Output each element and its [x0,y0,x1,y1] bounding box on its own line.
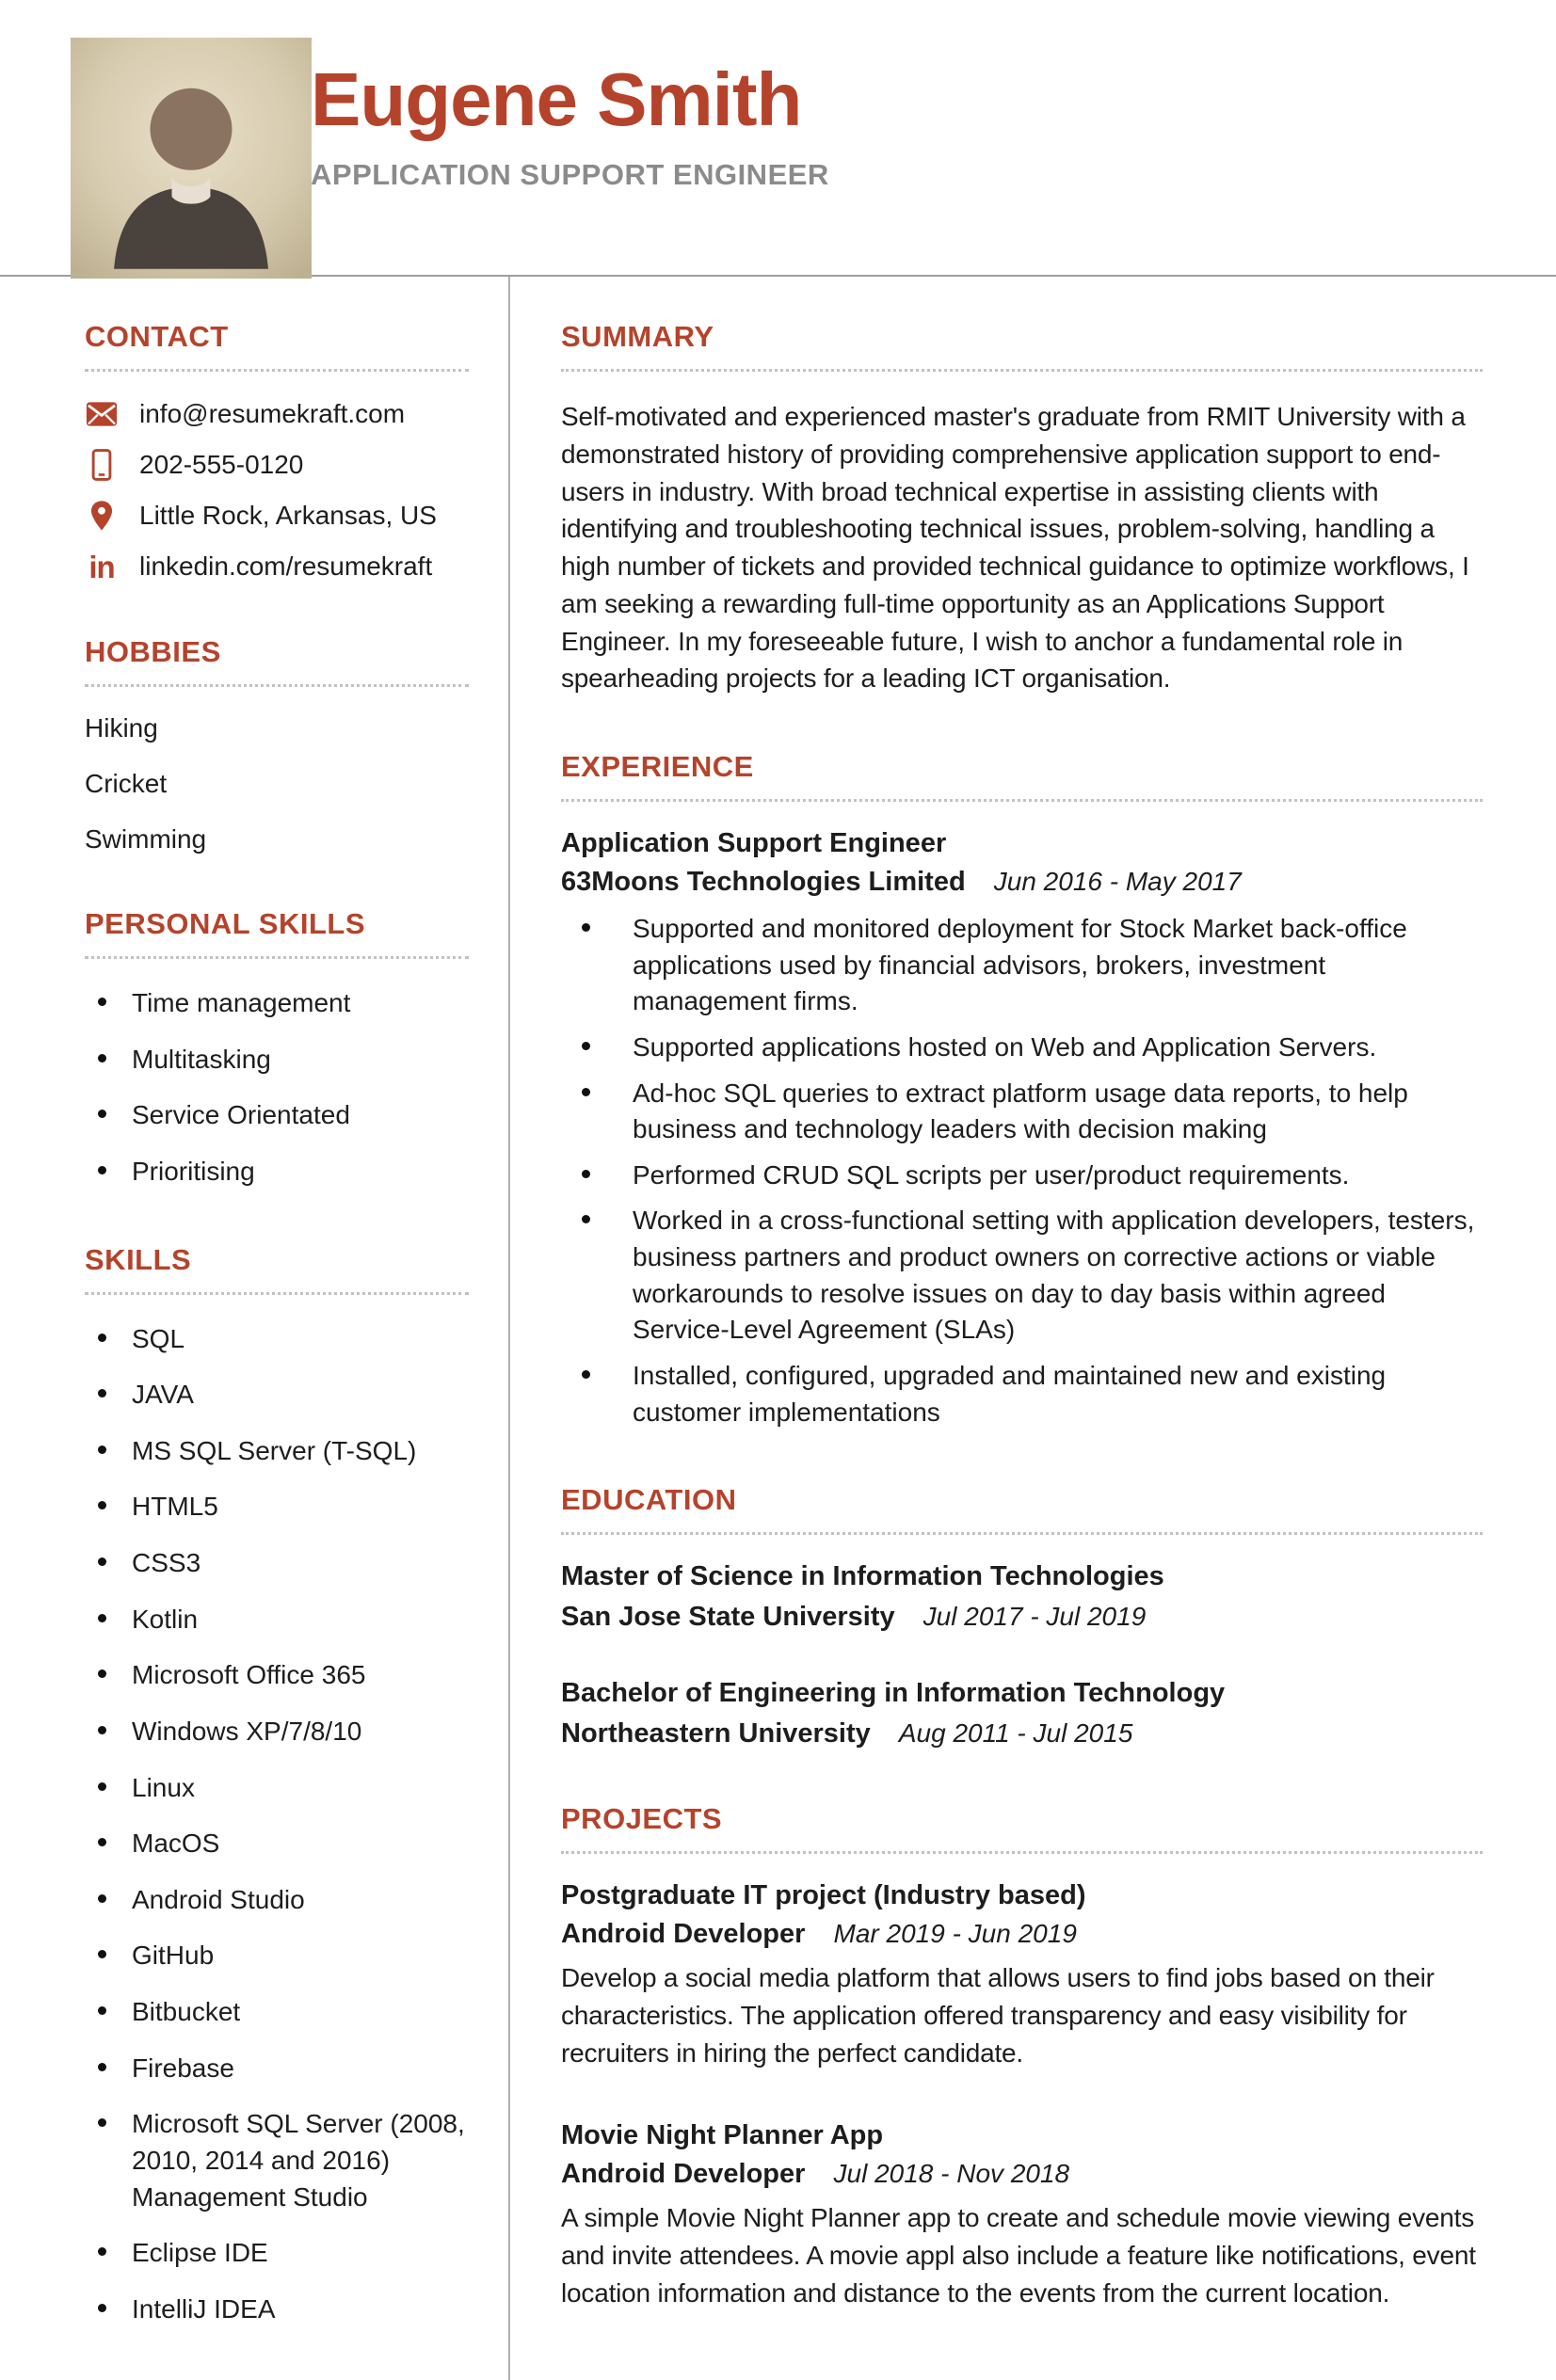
dotted-rule [561,1851,1483,1854]
skill-item: Bitbucket [85,1994,469,2031]
job-title: Application Support Engineer [561,828,947,858]
skill-item: Eclipse IDE [85,2235,469,2272]
summary-text: Self-motivated and experienced master's graduate from RMIT University with a demonstrated history of providing comprehensive application support to end-users in industry. With broad technical expertise in assisting clients with identifying and troubleshooting technical issues, problem-solving, handling a high number of tickets and provided technical guidance to optimize workflows, I am seeking a rewarding full-time opportunity as an Applications Support Engineer. In my foreseeable future, I wish to anchor a fundamental role in spearheading projects for a leading ICT organisation. [561,402,1469,694]
job-bullet: Performed CRUD SQL scripts per user/product requirements. [561,1158,1483,1194]
projects-section [561,1802,1483,2312]
personal-skills-section [85,907,469,1190]
dotted-rule [85,684,469,687]
education-degree: Master of Science in Information Technologies [561,1561,1164,1592]
personal-skill-item: Service Orientated [85,1097,469,1134]
project-description: A simple Movie Night Planner app to create and schedule movie viewing events and invite attendees. A movie appl also include a feature like notifications, event location information and distance to the events from the current location. [561,2203,1476,2308]
contact-email-text: info@resumekraft.com [139,399,406,428]
phone-icon [85,449,119,481]
project-title: Postgraduate IT project (Industry based) [561,1880,1086,1911]
hobby-item: Hiking [85,713,158,743]
skills-section [85,1243,469,2328]
job-bullet: Installed, configured, upgraded and maintained new and existing customer implementations [561,1358,1483,1430]
project-title: Movie Night Planner App [561,2120,884,2151]
skills-heading: SKILLS [85,1242,192,1276]
header-text [311,57,829,192]
skill-item: JAVA [85,1377,469,1414]
header [0,0,1556,277]
skills-list [85,1321,469,2328]
skill-item: Microsoft Office 365 [85,1657,469,1694]
project-entry [561,1880,1483,2071]
email-icon [85,398,119,430]
personal-skill-item: Multitasking [85,1042,469,1078]
education-school-line [561,1602,1483,1633]
skill-item: HTML5 [85,1489,469,1525]
contact-item-phone [85,449,469,481]
dotted-rule [85,369,469,372]
contact-item-linkedin [85,551,469,583]
contact-location-text: Little Rock, Arkansas, US [139,501,437,530]
education-entry [561,1561,1483,1633]
experience-entry [561,828,1483,1430]
job-dates: Jun 2016 - May 2017 [993,867,1242,896]
education-entry [561,1678,1483,1749]
skill-item: SQL [85,1321,469,1358]
project-role-line [561,1919,1483,1950]
project-description: Develop a social media platform that allows users to find jobs based on their characteristics. The application offered transparency and easy visibility for recruiters in hiring the perfect candidate. [561,1963,1435,2068]
project-dates: Jul 2018 - Nov 2018 [833,2159,1070,2189]
hobbies-heading: HOBBIES [85,635,221,668]
contact-linkedin-text: linkedin.com/resumekraft [139,551,433,581]
education-degree: Bachelor of Engineering in Information Technology [561,1678,1226,1709]
skill-item: GitHub [85,1938,469,1974]
education-dates: Jul 2017 - Jul 2019 [922,1602,1147,1632]
person-job-title: APPLICATION SUPPORT ENGINEER [311,158,829,191]
job-bullet: Ad-hoc SQL queries to extract platform usage data reports, to help business and technology leaders with decision making [561,1076,1483,1148]
dotted-rule [561,1532,1483,1535]
hobby-item: Cricket [85,769,168,798]
contact-section [85,320,469,583]
dotted-rule [85,956,469,959]
linkedin-icon: in [88,549,115,584]
skill-item: Firebase [85,2051,469,2087]
hobby-item: Swimming [85,824,207,854]
content-columns [0,277,1556,2380]
education-school: San Jose State University [561,1602,895,1633]
hobbies-section [85,635,469,855]
education-school: Northeastern University [561,1718,871,1749]
personal-skill-item: Prioritising [85,1154,469,1190]
job-bullet: Supported applications hosted on Web and Application Servers. [561,1030,1483,1066]
sidebar [0,277,510,2380]
location-icon [85,500,119,532]
person-name: Eugene Smith [311,57,802,141]
contact-heading: CONTACT [85,320,229,353]
contact-item-email [85,398,469,430]
experience-section [561,750,1483,1430]
dotted-rule [561,369,1483,372]
skill-item: CSS3 [85,1545,469,1582]
contact-item-location [85,500,469,532]
project-role: Android Developer [561,1919,806,1950]
summary-heading: SUMMARY [561,320,714,353]
contact-phone-text: 202-555-0120 [139,450,304,479]
skill-item: MS SQL Server (T-SQL) [85,1433,469,1470]
skill-item: MacOS [85,1826,469,1862]
personal-skill-item: Time management [85,985,469,1022]
education-school-line [561,1718,1483,1749]
dotted-rule [85,1292,469,1295]
main-column [510,277,1556,2380]
profile-photo-placeholder [71,38,312,279]
summary-section [561,320,1483,697]
job-company-line [561,867,1483,898]
experience-heading: EXPERIENCE [561,750,754,783]
skill-item: Linux [85,1770,469,1807]
education-section [561,1483,1483,1749]
personal-skills-list [85,985,469,1190]
project-role-line [561,2159,1483,2190]
project-role: Android Developer [561,2159,806,2190]
dotted-rule [561,799,1483,802]
skill-item: Windows XP/7/8/10 [85,1714,469,1750]
education-dates: Aug 2011 - Jul 2015 [898,1718,1133,1749]
skill-item: IntelliJ IDEA [85,2292,469,2328]
job-bullet-list [561,911,1483,1430]
project-dates: Mar 2019 - Jun 2019 [833,1919,1077,1949]
projects-heading: PROJECTS [561,1802,723,1836]
project-entry [561,2120,1483,2311]
job-bullet: Supported and monitored deployment for Stock Market back-office applications used by financial advisors, brokers, investment management firms. [561,911,1483,1020]
skill-item: Android Studio [85,1882,469,1919]
job-company: 63Moons Technologies Limited [561,867,966,897]
job-bullet: Worked in a cross-functional setting with application developers, testers, business partners and product owners on corrective actions or viable workarounds to resolve issues on day to day basis within agreed Service-Level Agreement (SLAs) [561,1203,1483,1349]
personal-skills-heading: PERSONAL SKILLS [85,907,366,940]
skill-item: Kotlin [85,1602,469,1638]
skill-item: Microsoft SQL Server (2008, 2010, 2014 and 2016) Management Studio [85,2106,469,2215]
profile-photo [71,38,312,279]
education-heading: EDUCATION [561,1483,737,1517]
